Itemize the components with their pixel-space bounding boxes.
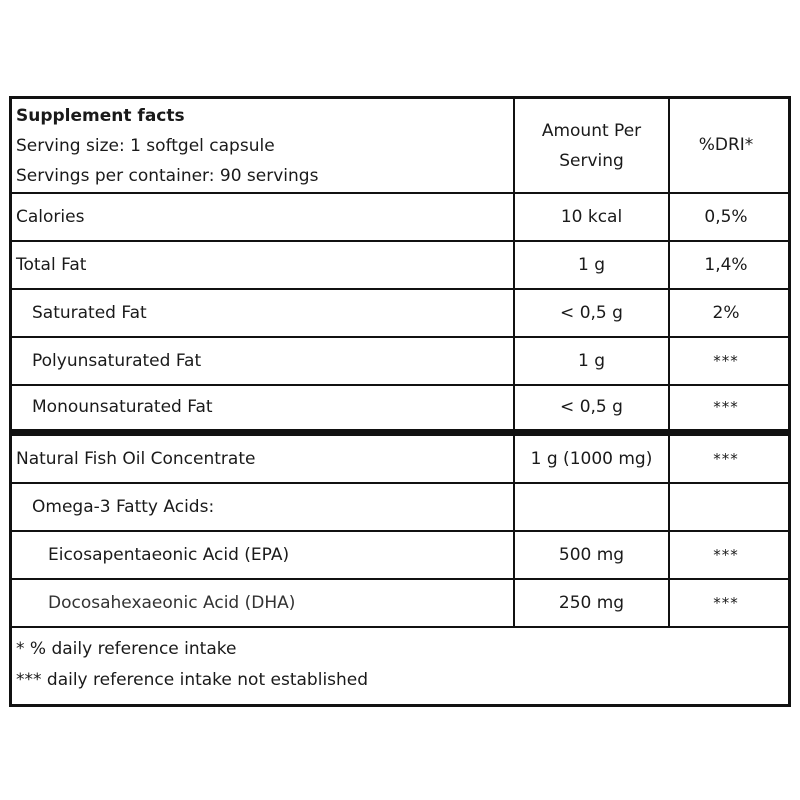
nutrient-amount: 10 kcal: [513, 194, 668, 240]
nutrient-name: Natural Fish Oil Concentrate: [16, 448, 256, 469]
table-row-total-fat: [12, 242, 788, 290]
nutrient-name: Eicosapentaeonic Acid (EPA): [48, 544, 290, 565]
nutrient-dri: ***: [668, 338, 782, 384]
nutrient-amount: [513, 484, 668, 530]
table-row-epa: [12, 532, 788, 580]
dri-column-header: %DRI*: [668, 99, 782, 192]
nutrient-dri: 1,4%: [668, 242, 782, 288]
nutrient-name: Omega-3 Fatty Acids:: [32, 496, 215, 517]
footnote-not-established: *** daily reference intake not established: [16, 670, 369, 690]
nutrient-dri: ***: [668, 386, 782, 429]
table-row-omega-3: [12, 484, 788, 532]
table-row-saturated-fat: [12, 290, 788, 338]
nutrient-dri: 0,5%: [668, 194, 782, 240]
nutrient-name: Monounsaturated Fat: [32, 397, 213, 417]
nutrient-amount: 500 mg: [513, 532, 668, 578]
table-row-calories: [12, 194, 788, 242]
nutrient-dri: ***: [668, 580, 782, 626]
supplement-facts-table: [9, 96, 791, 707]
nutrient-name: Polyunsaturated Fat: [32, 350, 202, 371]
nutrient-amount: 250 mg: [513, 580, 668, 626]
table-title: Supplement facts: [16, 105, 185, 126]
nutrient-name: Total Fat: [16, 254, 87, 275]
nutrient-dri: [668, 484, 782, 530]
table-row-monounsaturated-fat: [12, 386, 788, 436]
nutrient-amount: < 0,5 g: [513, 386, 668, 429]
amount-column-header: Amount Per Serving: [513, 99, 668, 192]
nutrient-name: Saturated Fat: [32, 302, 147, 323]
nutrient-amount: 1 g (1000 mg): [513, 436, 668, 482]
table-row-fish-oil: [12, 436, 788, 484]
nutrient-amount: 1 g: [513, 242, 668, 288]
servings-per-container: Servings per container: 90 servings: [16, 165, 319, 186]
nutrient-dri: ***: [668, 532, 782, 578]
footnote-dri: * % daily reference intake: [16, 639, 237, 659]
header-info: [12, 99, 513, 192]
table-row-polyunsaturated-fat: [12, 338, 788, 386]
serving-size: Serving size: 1 softgel capsule: [16, 135, 275, 156]
nutrient-dri: 2%: [668, 290, 782, 336]
nutrient-amount: < 0,5 g: [513, 290, 668, 336]
nutrient-name: Calories: [16, 206, 85, 227]
table-header-row: [12, 99, 788, 194]
nutrient-amount: 1 g: [513, 338, 668, 384]
table-footnotes: [12, 628, 788, 704]
table-row-dha: [12, 580, 788, 628]
nutrient-name: Docosahexaeonic Acid (DHA): [48, 592, 296, 613]
nutrient-dri: ***: [668, 436, 782, 482]
